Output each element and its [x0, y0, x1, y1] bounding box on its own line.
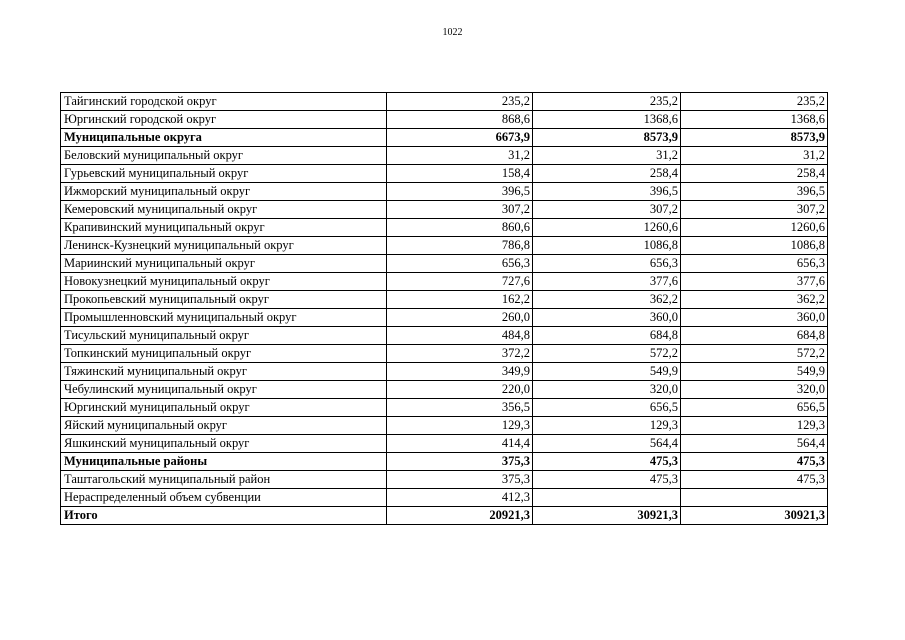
row-value-3-cell: 362,2: [681, 291, 828, 309]
row-value-1-cell: 260,0: [387, 309, 533, 327]
row-value-2-cell: 684,8: [533, 327, 681, 345]
row-value-3-cell: 258,4: [681, 165, 828, 183]
row-value-3-cell: 377,6: [681, 273, 828, 291]
row-value-1-cell: 356,5: [387, 399, 533, 417]
row-value-2-cell: 572,2: [533, 345, 681, 363]
table-row-total: [61, 453, 828, 471]
row-value-2-cell: 396,5: [533, 183, 681, 201]
table-row: [61, 219, 828, 237]
row-name-cell: Прокопьевский муниципальный округ: [61, 291, 387, 309]
row-value-1-cell: 372,2: [387, 345, 533, 363]
row-name-cell: Юргинский муниципальный округ: [61, 399, 387, 417]
row-value-1-cell: 307,2: [387, 201, 533, 219]
row-name-cell: Юргинский городской округ: [61, 111, 387, 129]
page-number: 1022: [442, 27, 463, 38]
row-value-1-cell: 727,6: [387, 273, 533, 291]
row-value-3-cell: 684,8: [681, 327, 828, 345]
row-name-cell: Тайгинский городской округ: [61, 93, 387, 111]
table-row-total: [61, 507, 828, 525]
row-value-3-cell: 475,3: [681, 453, 828, 471]
table-row: [61, 165, 828, 183]
row-value-3-cell: 8573,9: [681, 129, 828, 147]
table-row: [61, 237, 828, 255]
row-value-3-cell: 320,0: [681, 381, 828, 399]
row-value-3-cell: 549,9: [681, 363, 828, 381]
row-value-1-cell: 860,6: [387, 219, 533, 237]
row-value-2-cell: 30921,3: [533, 507, 681, 525]
row-value-1-cell: 129,3: [387, 417, 533, 435]
table-row: [61, 363, 828, 381]
row-value-2-cell: [533, 489, 681, 507]
row-value-2-cell: 320,0: [533, 381, 681, 399]
row-value-1-cell: 162,2: [387, 291, 533, 309]
row-value-1-cell: 786,8: [387, 237, 533, 255]
row-value-1-cell: 220,0: [387, 381, 533, 399]
row-value-2-cell: 475,3: [533, 453, 681, 471]
row-value-3-cell: 235,2: [681, 93, 828, 111]
table-row: [61, 255, 828, 273]
row-value-1-cell: 656,3: [387, 255, 533, 273]
table-row: [61, 147, 828, 165]
row-value-2-cell: 258,4: [533, 165, 681, 183]
row-name-cell: Тисульский муниципальный округ: [61, 327, 387, 345]
row-value-1-cell: 484,8: [387, 327, 533, 345]
row-value-2-cell: 1086,8: [533, 237, 681, 255]
row-name-cell: Новокузнецкий муниципальный округ: [61, 273, 387, 291]
table-row: [61, 381, 828, 399]
row-value-1-cell: 349,9: [387, 363, 533, 381]
table-row: [61, 111, 828, 129]
table-row: [61, 309, 828, 327]
row-value-3-cell: [681, 489, 828, 507]
row-name-cell: Таштагольский муниципальный район: [61, 471, 387, 489]
row-name-cell: Яйский муниципальный округ: [61, 417, 387, 435]
row-name-cell: Яшкинский муниципальный округ: [61, 435, 387, 453]
row-value-3-cell: 31,2: [681, 147, 828, 165]
table-row: [61, 489, 828, 507]
row-value-2-cell: 360,0: [533, 309, 681, 327]
row-value-3-cell: 572,2: [681, 345, 828, 363]
row-name-cell: Крапивинский муниципальный округ: [61, 219, 387, 237]
row-value-3-cell: 1368,6: [681, 111, 828, 129]
table-row: [61, 183, 828, 201]
row-value-3-cell: 1086,8: [681, 237, 828, 255]
row-name-cell: Промышленновский муниципальный округ: [61, 309, 387, 327]
row-name-cell: Нераспределенный объем субвенции: [61, 489, 387, 507]
table-row: [61, 471, 828, 489]
row-value-3-cell: 1260,6: [681, 219, 828, 237]
row-value-1-cell: 412,3: [387, 489, 533, 507]
row-value-2-cell: 362,2: [533, 291, 681, 309]
row-name-cell: Беловский муниципальный округ: [61, 147, 387, 165]
row-name-cell: Ижморский муниципальный округ: [61, 183, 387, 201]
row-value-2-cell: 235,2: [533, 93, 681, 111]
row-value-2-cell: 564,4: [533, 435, 681, 453]
table-row: [61, 435, 828, 453]
row-name-cell: Итого: [61, 507, 387, 525]
row-value-2-cell: 1260,6: [533, 219, 681, 237]
table-row: [61, 345, 828, 363]
row-value-2-cell: 1368,6: [533, 111, 681, 129]
table-row: [61, 291, 828, 309]
row-value-2-cell: 8573,9: [533, 129, 681, 147]
row-value-3-cell: 360,0: [681, 309, 828, 327]
row-value-1-cell: 6673,9: [387, 129, 533, 147]
row-value-3-cell: 30921,3: [681, 507, 828, 525]
row-value-3-cell: 656,3: [681, 255, 828, 273]
row-value-3-cell: 475,3: [681, 471, 828, 489]
row-value-1-cell: 414,4: [387, 435, 533, 453]
row-value-1-cell: 31,2: [387, 147, 533, 165]
row-value-2-cell: 656,3: [533, 255, 681, 273]
row-name-cell: Ленинск-Кузнецкий муниципальный округ: [61, 237, 387, 255]
row-value-1-cell: 868,6: [387, 111, 533, 129]
table-body: [61, 93, 828, 525]
row-name-cell: Кемеровский муниципальный округ: [61, 201, 387, 219]
row-value-1-cell: 158,4: [387, 165, 533, 183]
table-row: [61, 201, 828, 219]
row-value-1-cell: 235,2: [387, 93, 533, 111]
row-value-3-cell: 307,2: [681, 201, 828, 219]
table-row: [61, 273, 828, 291]
row-name-cell: Гурьевский муниципальный округ: [61, 165, 387, 183]
subvention-table: [60, 92, 828, 525]
row-value-1-cell: 396,5: [387, 183, 533, 201]
row-value-3-cell: 396,5: [681, 183, 828, 201]
row-value-2-cell: 475,3: [533, 471, 681, 489]
row-value-2-cell: 377,6: [533, 273, 681, 291]
row-value-1-cell: 20921,3: [387, 507, 533, 525]
row-value-2-cell: 656,5: [533, 399, 681, 417]
row-value-3-cell: 564,4: [681, 435, 828, 453]
row-value-2-cell: 307,2: [533, 201, 681, 219]
row-name-cell: Муниципальные районы: [61, 453, 387, 471]
row-value-3-cell: 656,5: [681, 399, 828, 417]
row-name-cell: Мариинский муниципальный округ: [61, 255, 387, 273]
row-value-1-cell: 375,3: [387, 453, 533, 471]
row-value-2-cell: 129,3: [533, 417, 681, 435]
row-name-cell: Чебулинский муниципальный округ: [61, 381, 387, 399]
row-name-cell: Топкинский муниципальный округ: [61, 345, 387, 363]
table-row-total: [61, 129, 828, 147]
row-name-cell: Муниципальные округа: [61, 129, 387, 147]
table-row: [61, 399, 828, 417]
row-value-3-cell: 129,3: [681, 417, 828, 435]
row-value-2-cell: 549,9: [533, 363, 681, 381]
table-row: [61, 417, 828, 435]
row-name-cell: Тяжинский муниципальный округ: [61, 363, 387, 381]
table-row: [61, 327, 828, 345]
row-value-2-cell: 31,2: [533, 147, 681, 165]
row-value-1-cell: 375,3: [387, 471, 533, 489]
table-row: [61, 93, 828, 111]
